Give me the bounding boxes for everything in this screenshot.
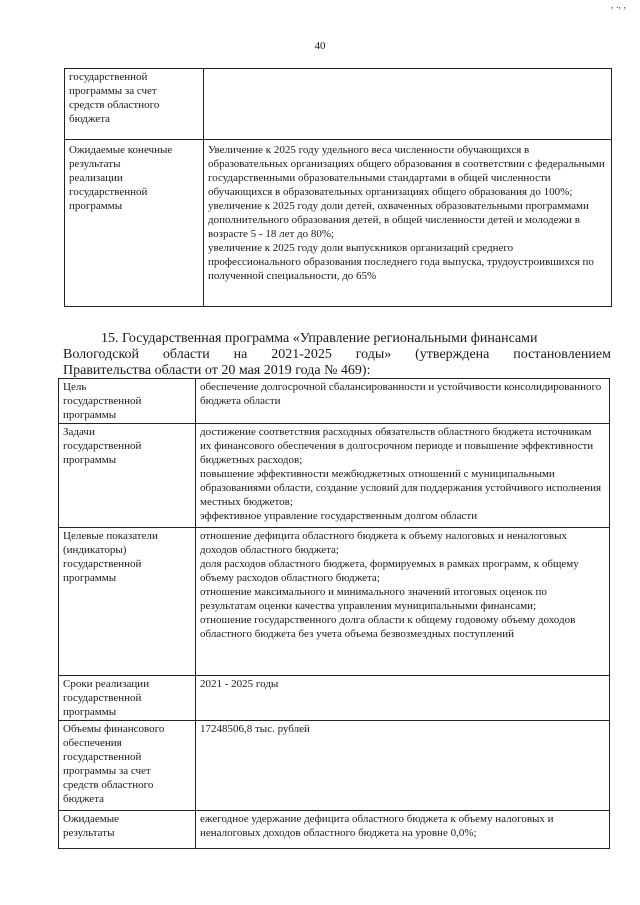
row-content (204, 140, 612, 307)
task-item: повышение эффективности межбюджетных отношений с муниципальными образованиями области, создание условий для поддержания устойчивого исполнения местных бюджетов; (200, 468, 602, 508)
row-label: государственной программы за счет средств областного бюджета (65, 69, 204, 140)
funding-value: 17248506,8 тыс. рублей (200, 723, 310, 735)
row-label: Сроки реализации государственной программы (59, 676, 196, 721)
row-content (196, 379, 610, 424)
indicator-item: отношение государственного долга области к общему годовому объему доходов областного бюджета без учета объема безвозмездных поступлений (200, 614, 576, 640)
section-heading (63, 331, 611, 379)
table-row (59, 676, 610, 721)
row-content (196, 528, 610, 676)
heading-line: Правительства области от 20 мая 2019 года № 469): (63, 363, 371, 378)
table-row (65, 140, 612, 307)
row-label: Ожидаемые конечные результаты реализации государственной программы (65, 140, 204, 307)
indicator-item: доля расходов областного бюджета, формируемых в рамках программ, к общему объему расходов областного бюджета; (200, 558, 579, 584)
table-row (59, 528, 610, 676)
row-label: Цель государственной программы (59, 379, 196, 424)
row-content (196, 721, 610, 811)
row-content (196, 811, 610, 849)
row-label: Ожидаемые результаты (59, 811, 196, 849)
result-item: ежегодное удержание дефицита областного бюджета к объему налоговых и неналоговых доходов областного бюджета на уровне 0,0%; (200, 813, 554, 839)
page-number: 40 (314, 40, 326, 52)
corner-mark: , ., , (611, 0, 626, 11)
goal-item: обеспечение долгосрочной сбалансированности и устойчивости консолидированного бюджета области (200, 381, 602, 407)
table-row (59, 379, 610, 424)
table-row (59, 811, 610, 849)
row-content (204, 69, 612, 140)
period-value: 2021 - 2025 годы (200, 678, 279, 690)
indicator-item: отношение максимального и минимального значений итоговых оценок по результатам оценки качества управления муниципальными финансами; (200, 586, 547, 612)
heading-line: Вологодской области на 2021-2025 годы» (утверждена постановлением (63, 347, 611, 362)
program-table-continued (64, 68, 612, 307)
indicator-item: отношение дефицита областного бюджета к объему налоговых и неналоговых доходов областного бюджета; (200, 530, 568, 556)
program-passport-table (58, 378, 610, 849)
row-content (196, 424, 610, 528)
table-row (59, 424, 610, 528)
row-label: Объемы финансового обеспечения государственной программы за счет средств областного бюджета (59, 721, 196, 811)
heading-line: 15. Государственная программа «Управление региональными финансами (101, 331, 538, 346)
result-item: Увеличение к 2025 году удельного веса численности обучающихся в образовательных организациях общего образования в соответствии с федеральными государственными образовательными стандартами в общей численности обучающихся в образовательных организациях общего образования до 100%; (208, 144, 605, 198)
table-row (65, 69, 612, 140)
result-item: увеличение к 2025 году доли выпускников организаций среднего профессионального образования последнего года выпуска, трудоустроившихся по полученной специальности, до 65% (208, 242, 594, 282)
task-item: достижение соответствия расходных обязательств областного бюджета источникам их финансового обеспечения в долгосрочном периоде и повышение эффективности бюджетных расходов; (200, 426, 594, 466)
table-row (59, 721, 610, 811)
row-label: Целевые показатели (индикаторы) государственной программы (59, 528, 196, 676)
result-item: увеличение к 2025 году доли детей, охваченных образовательными программами дополнительного образования детей, в общей численности детей и молодежи в возрасте 5 - 18 лет до 80%; (208, 200, 589, 240)
row-label: Задачи государственной программы (59, 424, 196, 528)
row-content (196, 676, 610, 721)
task-item: эффективное управление государственным долгом области (200, 510, 478, 522)
